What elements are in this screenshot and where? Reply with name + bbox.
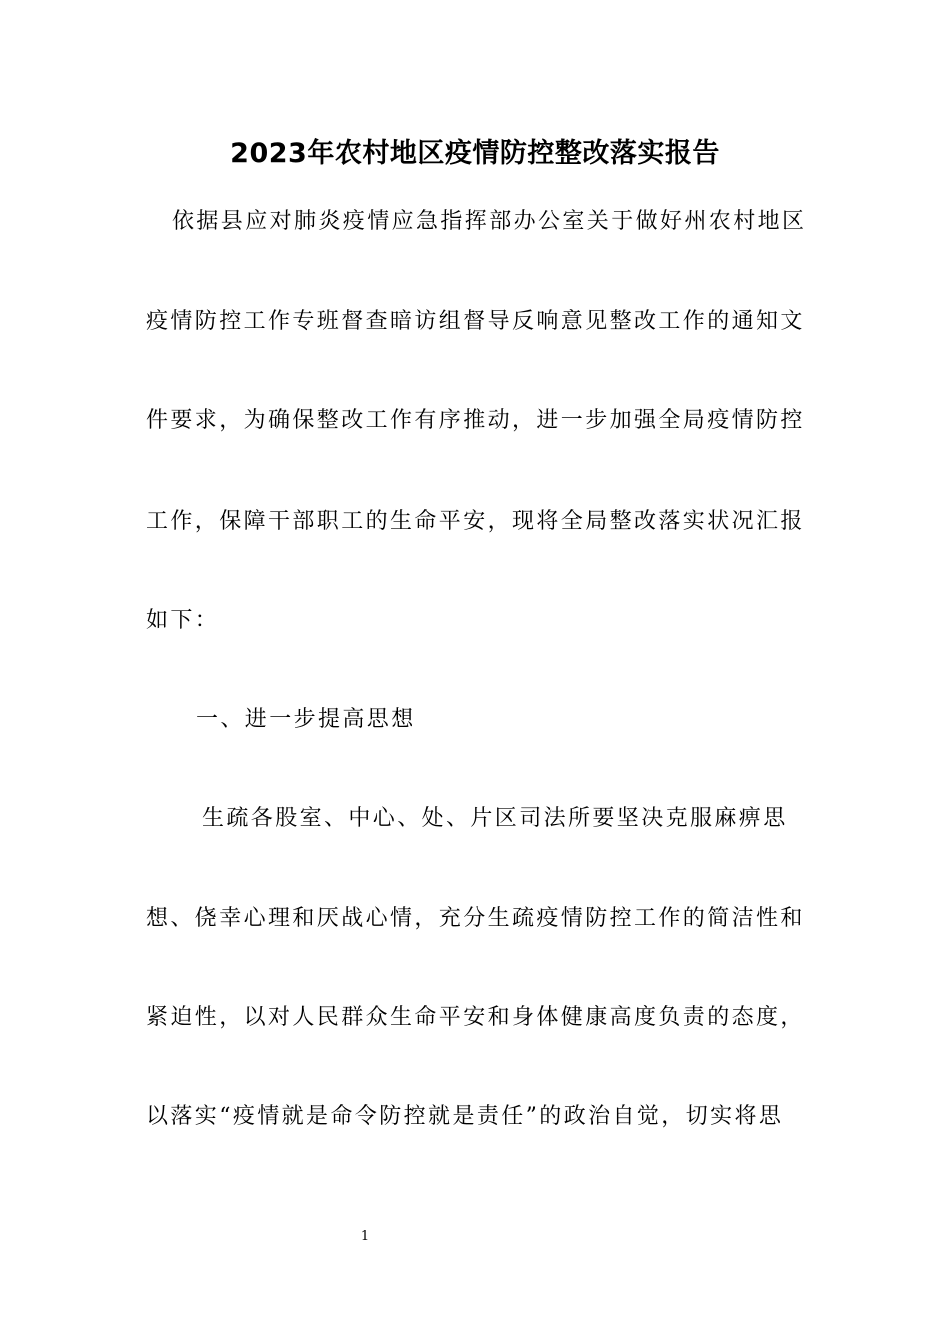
paragraph-line: 工作，保障干部职工的生命平安，现将全局整改落实状况汇报: [146, 509, 805, 534]
section-heading: 一、进一步提高思想: [196, 707, 416, 732]
paragraph-line: 生疏各股室、中心、处、片区司法所要坚决克服麻痹思: [202, 806, 788, 831]
paragraph-line: 想、侥幸心理和厌战心情，充分生疏疫情防控工作的简洁性和: [146, 906, 805, 931]
paragraph-line: 疫情防控工作专班督查暗访组督导反响意见整改工作的通知文: [146, 309, 805, 334]
page-number: 1: [360, 1229, 370, 1244]
paragraph-line: 件要求，为确保整改工作有序推动，进一步加强全局疫情防控: [146, 408, 805, 433]
paragraph-line: 如下：: [146, 608, 220, 633]
document-title: 2023年农村地区疫情防控整改落实报告: [230, 138, 720, 169]
paragraph-line: 紧迫性，以对人民群众生命平安和身体健康高度负责的态度，: [146, 1005, 805, 1030]
paragraph-line: 以落实“疫情就是命令防控就是责任”的政治自觉，切实将思: [146, 1104, 784, 1129]
paragraph-line: 依据县应对肺炎疫情应急指挥部办公室关于做好州农村地区: [172, 209, 807, 234]
